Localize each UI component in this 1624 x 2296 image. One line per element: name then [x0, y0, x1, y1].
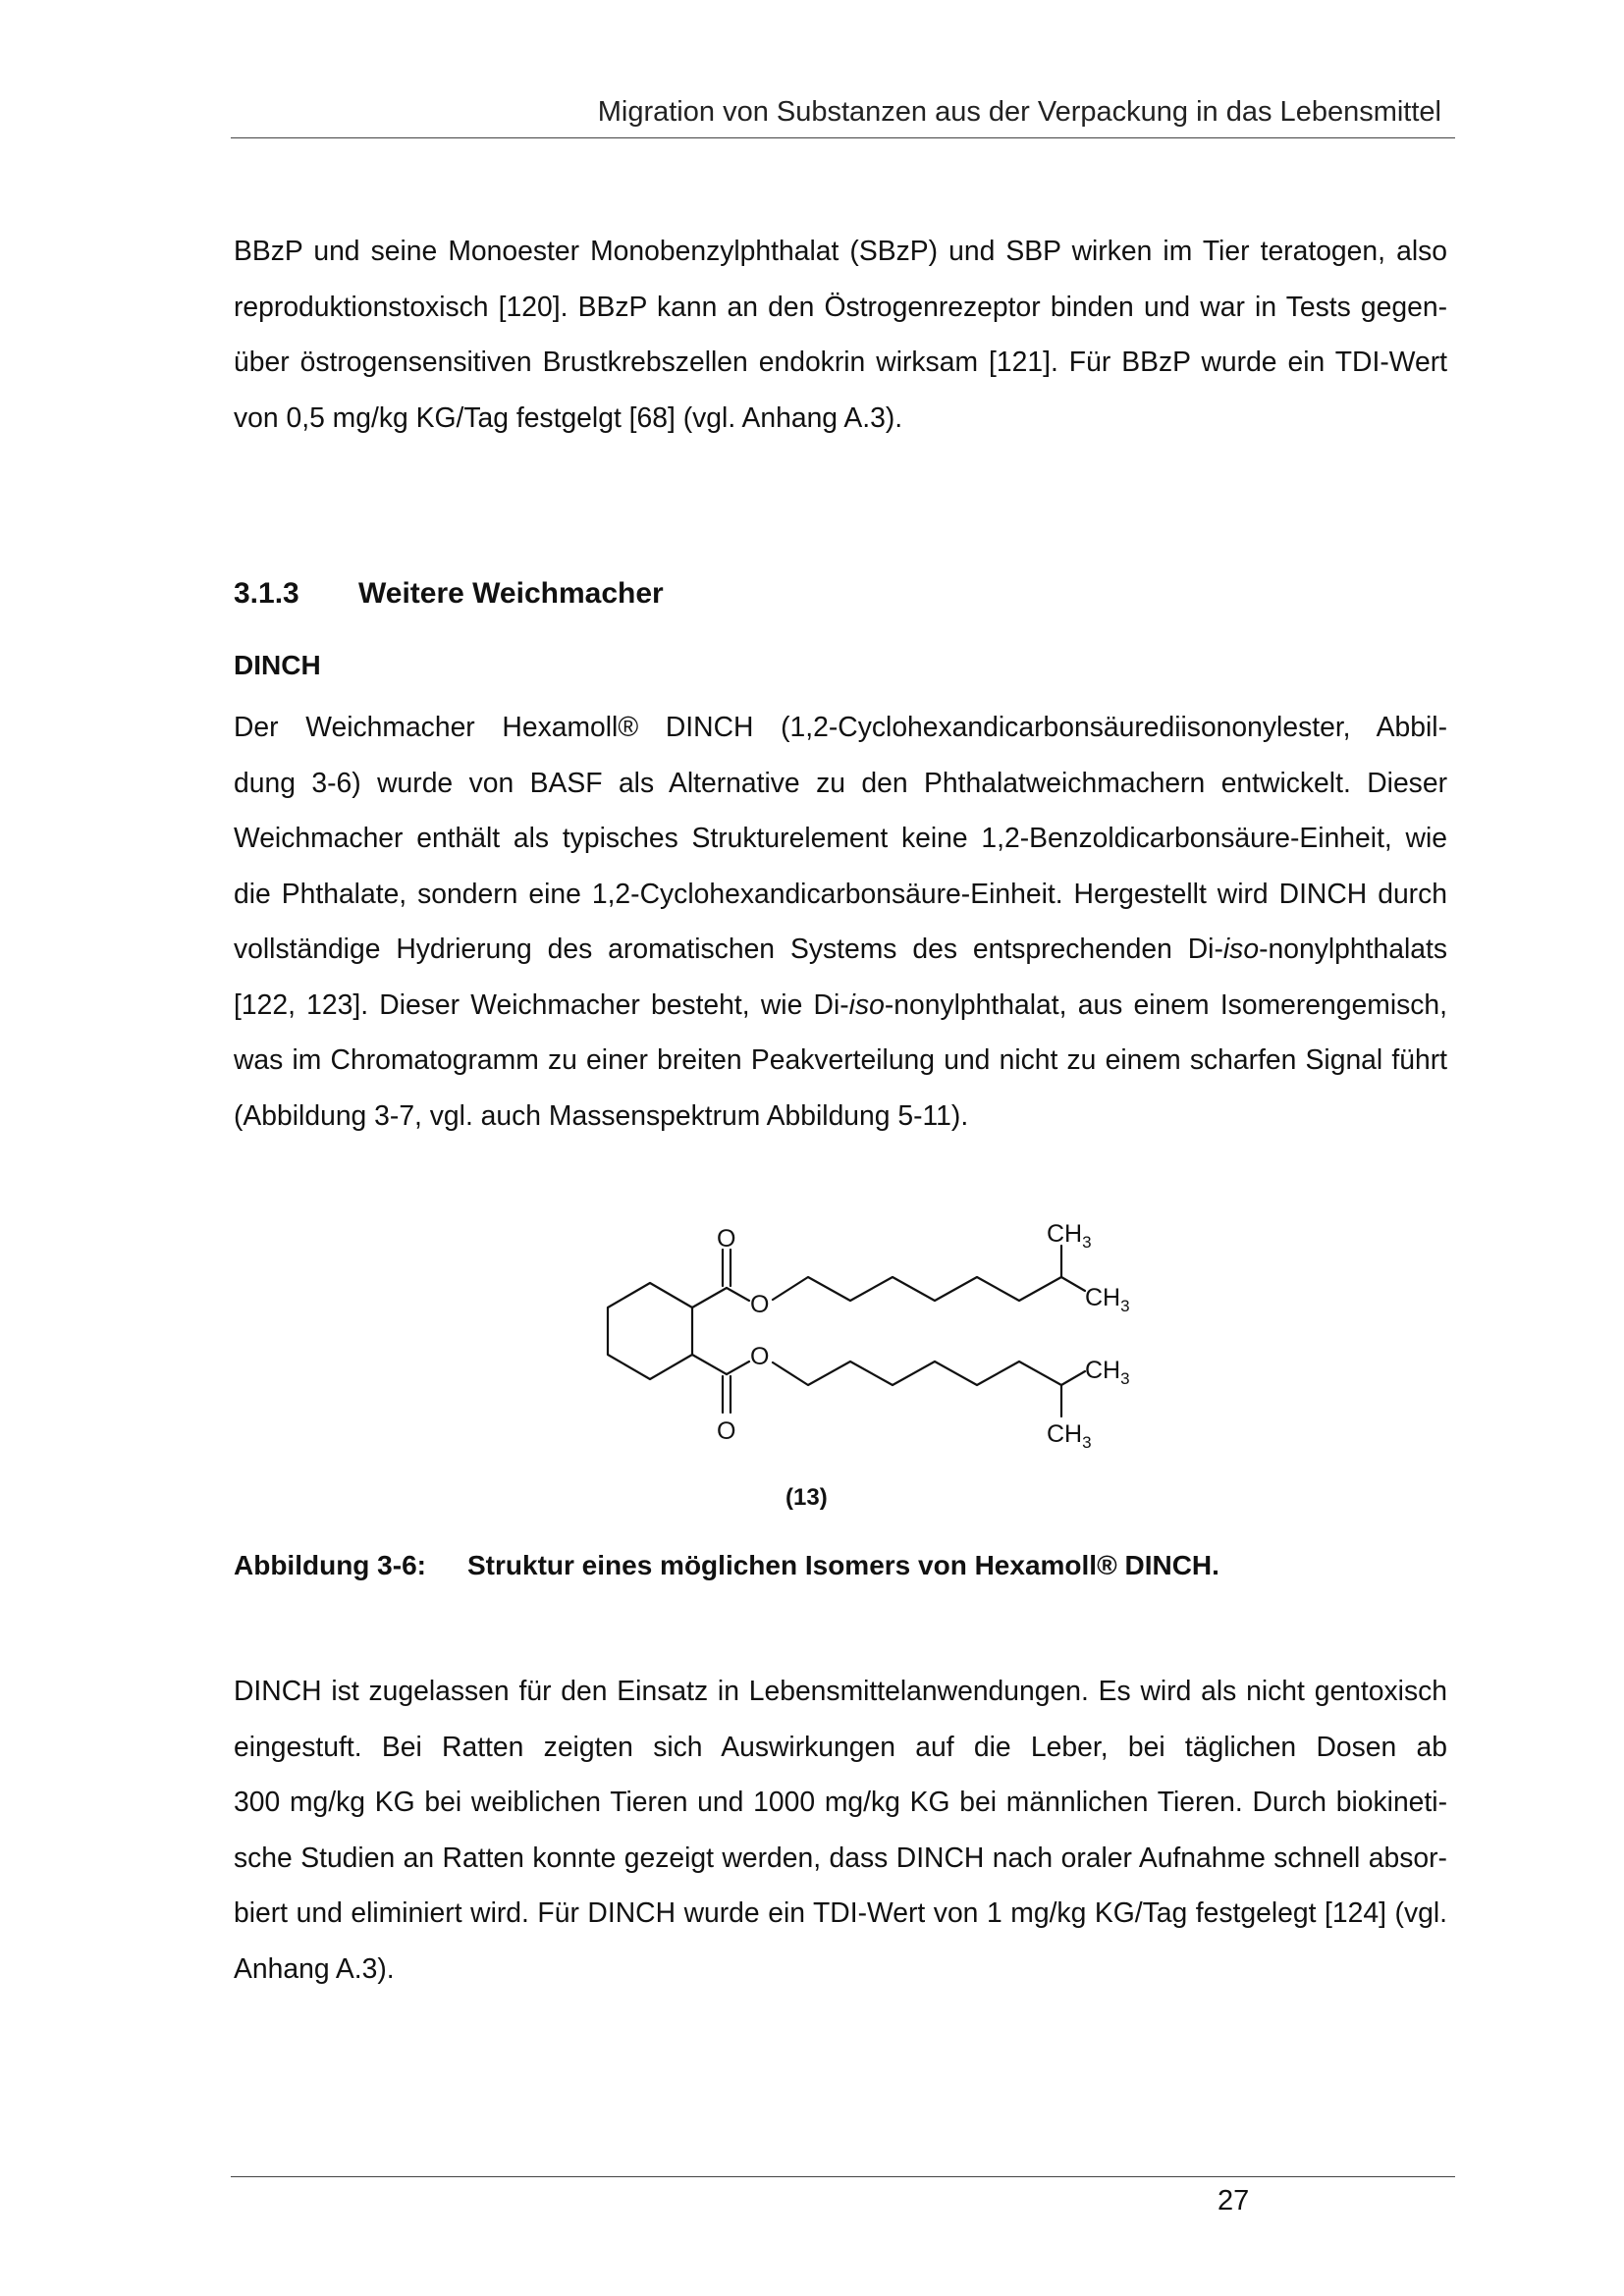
atom-o-top: O	[717, 1225, 736, 1253]
page-header-title: Migration von Substanzen aus der Verpackung in das Lebensmittel	[597, 96, 1441, 128]
atom-o-ester-lower: O	[750, 1343, 770, 1370]
paragraph-bbzp	[234, 223, 1447, 445]
text-line: über östrogensensitiven Brustkrebszellen endokrin wirksam [121]. Für BBzP wurde ein TDI-Wert	[234, 346, 1447, 377]
page-number: 27	[1218, 2185, 1250, 2216]
text-line: was im Chromatogramm zu einer breiten Peakverteilung und nicht zu einem scharfen Signal führt	[234, 1043, 1447, 1075]
figure-caption-label: Abbildung 3-6:	[234, 1550, 426, 1580]
svg-text:CH3: $CH_3$	[1085, 1357, 1130, 1388]
text-line: Weichmacher enthält als typisches Strukturelement keine 1,2-Benzoldicarbonsäure-Einheit, wie	[234, 822, 1447, 853]
svg-text:CH3: $CH_3$	[1047, 1420, 1092, 1452]
svg-text:CH3: $CH_3$	[1085, 1284, 1130, 1315]
section-number: 3.1.3	[234, 577, 299, 610]
cyclohexane-ring	[608, 1283, 692, 1379]
footer-rule	[231, 2176, 1455, 2177]
svg-text:CH3: $CH_3$	[1047, 1220, 1092, 1252]
text-line: Der Weichmacher Hexamoll® DINCH (1,2-Cyclohexandicarbonsäurediisononylester, Abbil-	[234, 711, 1447, 742]
figure-caption	[234, 1550, 1219, 1581]
text-line: BBzP und seine Monoester Monobenzylphthalat (SBzP) und SBP wirken im Tier teratogen, also	[234, 235, 1447, 266]
text-line: 300 mg/kg KG bei weiblichen Tieren und 1000 mg/kg KG bei männlichen Tieren. Durch biokineti-	[234, 1786, 1447, 1817]
text-line: biert und eliminiert wird. Für DINCH wurde ein TDI-Wert von 1 mg/kg KG/Tag festgelegt [124] (vgl.	[234, 1896, 1447, 1928]
paragraph-dinch-toxicology	[234, 1663, 1447, 1996]
text-line: reproduktionstoxisch [120]. BBzP kann an den Östrogenrezeptor binden und war in Tests gegen-	[234, 290, 1447, 322]
text-line: von 0,5 mg/kg KG/Tag festgelgt [68] (vgl. Anhang A.3).	[234, 400, 903, 433]
section-heading	[234, 577, 664, 611]
text-line: eingestuft. Bei Ratten zeigten sich Auswirkungen auf die Leber, bei täglichen Dosen ab	[234, 1730, 1447, 1762]
header-rule	[231, 137, 1455, 138]
text-line: sche Studien an Ratten konnte gezeigt werden, dass DINCH nach oraler Aufnahme schnell absor-	[234, 1841, 1447, 1873]
text-line: [122, 123]. Dieser Weichmacher besteht, wie Di-iso-nonylphthalat, aus einem Isomerengemisch,	[234, 988, 1448, 1020]
text-line: DINCH ist zugelassen für den Einsatz in Lebensmittelanwendungen. Es wird als nicht gentoxisch	[234, 1675, 1447, 1706]
text-line: Anhang A.3).	[234, 1951, 395, 1984]
text-line: dung 3-6) wurde von BASF als Alternative zu den Phthalatweichmachern entwickelt. Dieser	[234, 766, 1447, 798]
atom-o-ester-upper: O	[750, 1291, 770, 1318]
dinch-structure-diagram	[550, 1220, 1130, 1526]
atom-o-bottom: O	[717, 1417, 736, 1445]
paragraph-dinch-intro	[234, 699, 1447, 1143]
compound-number: (13)	[785, 1484, 828, 1511]
figure-caption-text: Struktur eines möglichen Isomers von Hexamoll® DINCH.	[467, 1550, 1219, 1580]
text-line: vollständige Hydrierung des aromatischen Systems des entsprechenden Di-iso-nonylphthalats	[234, 933, 1447, 964]
text-line: (Abbildung 3-7, vgl. auch Massenspektrum Abbildung 5-11).	[234, 1098, 969, 1131]
subsection-heading: DINCH	[234, 650, 321, 680]
text-line: die Phthalate, sondern eine 1,2-Cyclohexandicarbonsäure-Einheit. Hergestellt wird DINCH durch	[234, 877, 1447, 909]
section-title: Weitere Weichmacher	[358, 577, 664, 610]
